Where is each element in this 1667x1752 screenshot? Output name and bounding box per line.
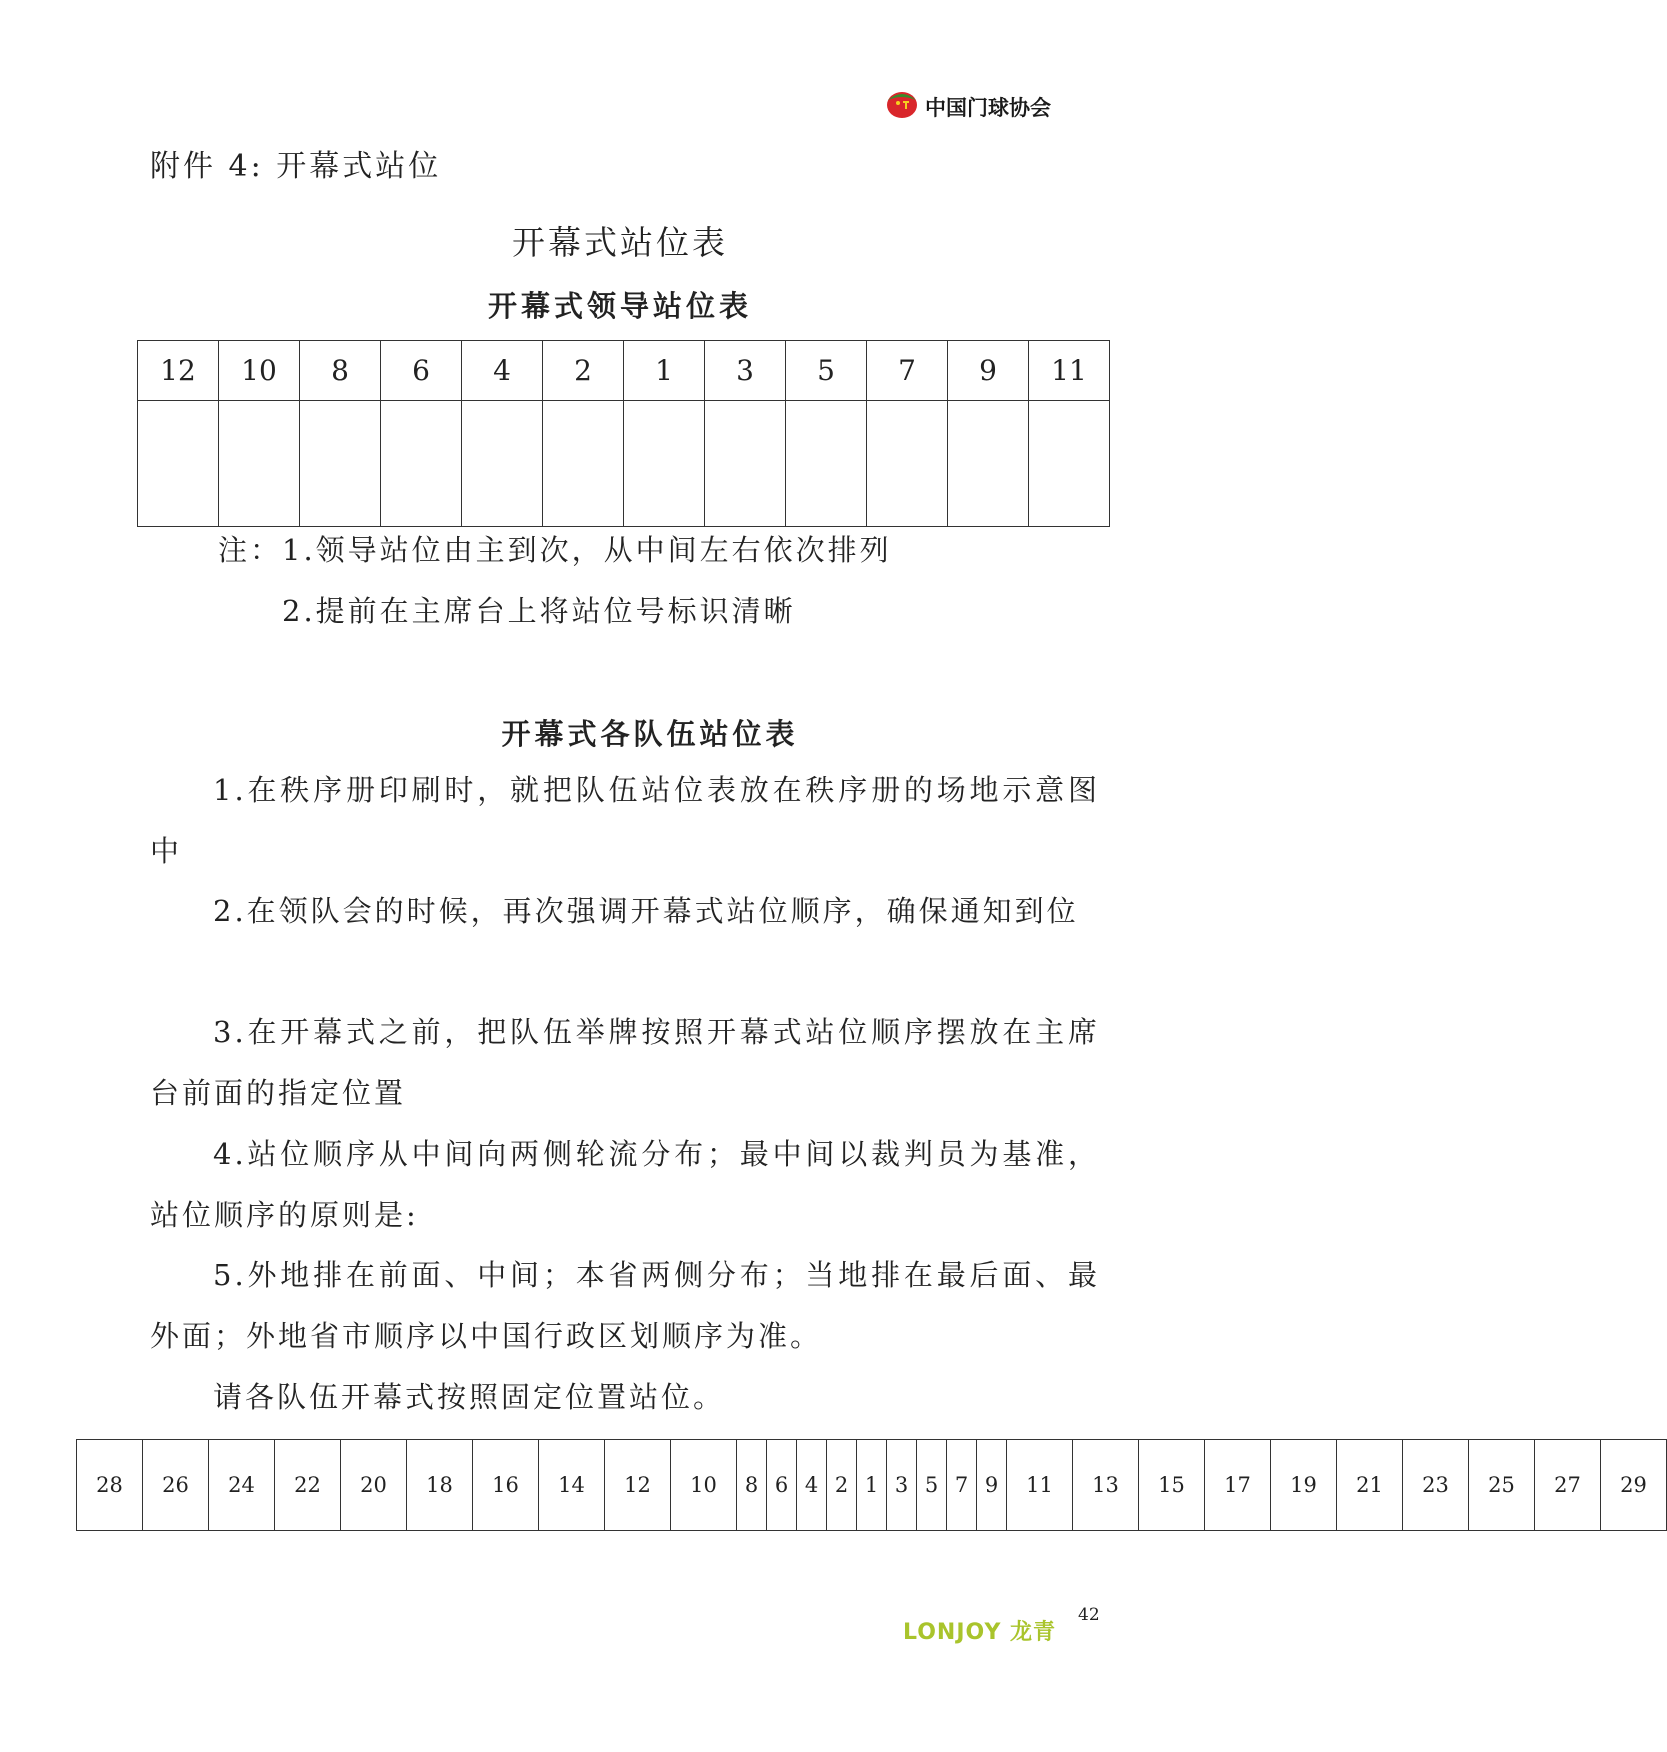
position-cell: 16 — [473, 1440, 539, 1531]
document-title: 开幕式站位表 — [512, 223, 728, 262]
blank-cell — [705, 401, 786, 527]
position-cell: 10 — [671, 1440, 737, 1531]
team-section-title: 开幕式各队伍站位表 — [501, 717, 799, 751]
position-cell: 4 — [462, 341, 543, 401]
position-cell: 6 — [767, 1440, 797, 1531]
position-cell: 12 — [138, 341, 219, 401]
blank-cell — [219, 401, 300, 527]
position-cell: 19 — [1271, 1440, 1337, 1531]
position-cell: 13 — [1073, 1440, 1139, 1531]
position-cell: 5 — [917, 1440, 947, 1531]
paragraph: 请各队伍开幕式按照固定位置站位。 — [213, 1380, 726, 1414]
footer-brand-logo: LONJOY 龙青 — [903, 1620, 1057, 1645]
org-name: 中国门球协会 — [925, 96, 1051, 120]
position-cell: 23 — [1403, 1440, 1469, 1531]
position-cell: 26 — [143, 1440, 209, 1531]
position-cell: 9 — [977, 1440, 1007, 1531]
blank-cell — [462, 401, 543, 527]
position-cell: 5 — [786, 341, 867, 401]
position-cell: 18 — [407, 1440, 473, 1531]
position-cell: 1 — [624, 341, 705, 401]
position-cell: 2 — [827, 1440, 857, 1531]
position-cell: 14 — [539, 1440, 605, 1531]
blank-cell — [543, 401, 624, 527]
paragraph: 4.站位顺序从中间向两侧轮流分布；最中间以裁判员为基准，站位顺序的原则是: — [150, 1137, 1100, 1232]
position-cell: 2 — [543, 341, 624, 401]
position-cell: 8 — [300, 341, 381, 401]
position-cell: 8 — [737, 1440, 767, 1531]
position-cell: 20 — [341, 1440, 407, 1531]
position-cell: 3 — [705, 341, 786, 401]
blank-cell — [948, 401, 1029, 527]
position-cell: 29 — [1601, 1440, 1667, 1531]
table-row — [138, 401, 1110, 527]
position-cell: 3 — [887, 1440, 917, 1531]
position-cell: 4 — [797, 1440, 827, 1531]
position-cell: 11 — [1007, 1440, 1073, 1531]
position-cell: 1 — [857, 1440, 887, 1531]
position-cell: 9 — [948, 341, 1029, 401]
position-cell: 6 — [381, 341, 462, 401]
blank-cell — [867, 401, 948, 527]
paragraph: 2.在领队会的时候，再次强调开幕式站位顺序，确保通知到位 — [213, 894, 1079, 928]
attachment-title: 附件 4: 开幕式站位 — [150, 149, 442, 184]
position-cell: 21 — [1337, 1440, 1403, 1531]
team-position-table — [76, 1439, 1667, 1531]
paragraph: 1.在秩序册印刷时，就把队伍站位表放在秩序册的场地示意图中 — [150, 773, 1100, 868]
blank-cell — [300, 401, 381, 527]
position-cell: 7 — [947, 1440, 977, 1531]
position-cell: 25 — [1469, 1440, 1535, 1531]
position-cell: 10 — [219, 341, 300, 401]
position-cell: 24 — [209, 1440, 275, 1531]
page-number: 42 — [1078, 1605, 1100, 1625]
blank-cell — [381, 401, 462, 527]
position-cell: 27 — [1535, 1440, 1601, 1531]
leader-note-2: 2.提前在主席台上将站位号标识清晰 — [282, 594, 796, 628]
table-row — [138, 341, 1110, 401]
position-cell: 7 — [867, 341, 948, 401]
org-logo-icon — [885, 88, 919, 120]
blank-cell — [624, 401, 705, 527]
position-cell: 28 — [77, 1440, 143, 1531]
leader-note-1: 注：1.领导站位由主到次，从中间左右依次排列 — [218, 533, 892, 567]
table-row — [77, 1440, 1667, 1531]
position-cell: 17 — [1205, 1440, 1271, 1531]
blank-cell — [786, 401, 867, 527]
position-cell: 11 — [1029, 341, 1110, 401]
blank-cell — [1029, 401, 1110, 527]
paragraph: 5.外地排在前面、中间；本省两侧分布；当地排在最后面、最外面；外地省市顺序以中国行政区划顺序为准。 — [150, 1258, 1100, 1353]
org-logo — [885, 88, 1070, 128]
blank-cell — [138, 401, 219, 527]
position-cell: 22 — [275, 1440, 341, 1531]
leader-position-table — [137, 340, 1110, 527]
position-cell: 12 — [605, 1440, 671, 1531]
paragraph: 3.在开幕式之前，把队伍举牌按照开幕式站位顺序摆放在主席台前面的指定位置 — [150, 1015, 1100, 1110]
position-cell: 15 — [1139, 1440, 1205, 1531]
leader-section-title: 开幕式领导站位表 — [487, 289, 752, 323]
